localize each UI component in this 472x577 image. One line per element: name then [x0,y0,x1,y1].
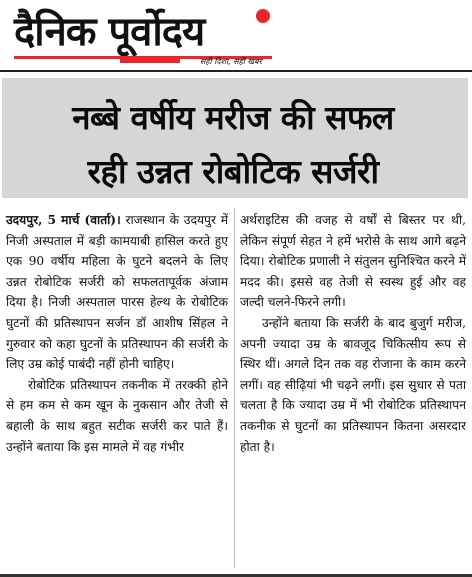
article-dateline: उदयपुर, 5 मार्च (वार्ता)। [6,213,121,227]
article-column-right [240,210,466,457]
headline-line-1: नब्बे वर्षीय मरीज की सफल [72,98,394,137]
masthead-tagline: सही दिशा, सही खबर [200,57,262,66]
masthead [0,0,472,72]
logo-red-dot-icon [256,9,270,23]
article-paragraph: रोबोटिक प्रतिस्थापन तकनीक में तरक्की होने से हम कम से कम खून के नुकसान और तेजी से बहाली के साथ बहुत सटीक सर्जरी कर पाते हैं। उन्होंने बताया कि इस मामले में वह गंभीर [6,377,228,454]
masthead-divider [0,70,472,72]
masthead-red-strip [120,58,180,63]
headline-line-2: रही उन्नत रोबोटिक सर्जरी [87,152,379,191]
article-column-left [6,210,228,457]
newspaper-title: दैनिक पूर्वोदय [14,9,205,55]
article-paragraph: अर्थराइटिस की वजह से वर्षों से बिस्तर पर थी, लेकिन संपूर्ण सेहत ने हमें भरोसे के साथ आगे बढ़ने दिया। रोबोटिक प्रणाली ने संतुलन सुनिश्चित करने में मदद की। इससे वह तेजी से स्वस्थ हुई और वह जल्दी चलने-फिरने लगी। [240,213,466,310]
column-divider [234,208,235,568]
article-paragraph: उन्होंने बताया कि सर्जरी के बाद बुजुर्ग मरीज, अपनी ज्यादा उम्र के बावजूद चिकित्सीय रूप से स्थिर थीं। अगले दिन तक वह रोजाना के काम करने लगीं। वह सीढ़ियां भी चढ़ने लगीं। इस सुधार से पता चलता है कि ज्यादा उम्र में भी रोबोटिक प्रतिस्थापन तकनीक से घुटनों का प्रतिस्थापन कितना असरदार होता है। [240,315,466,454]
article-paragraph [6,210,228,375]
article-text: राजस्थान के उदयपुर में निजी अस्पताल में बड़ी कामयाबी हासिल करते हुए एक 90 वर्षीय महिला के घुटने बदलने के लिए उन्नत रोबोटिक सर्जरी को सफलतापूर्वक अंजाम दिया है। निजी अस्पताल पारस हेल्थ के रोबोटिक घुटनों की प्रतिस्थापन सर्जन डॉ आशीष सिंहल ने गुरुवार को कहा घुटनों के प्रतिस्थापन की सर्जरी के लिए उम्र कोई पाबंदी नहीं होनी चाहिए। [6,213,229,372]
